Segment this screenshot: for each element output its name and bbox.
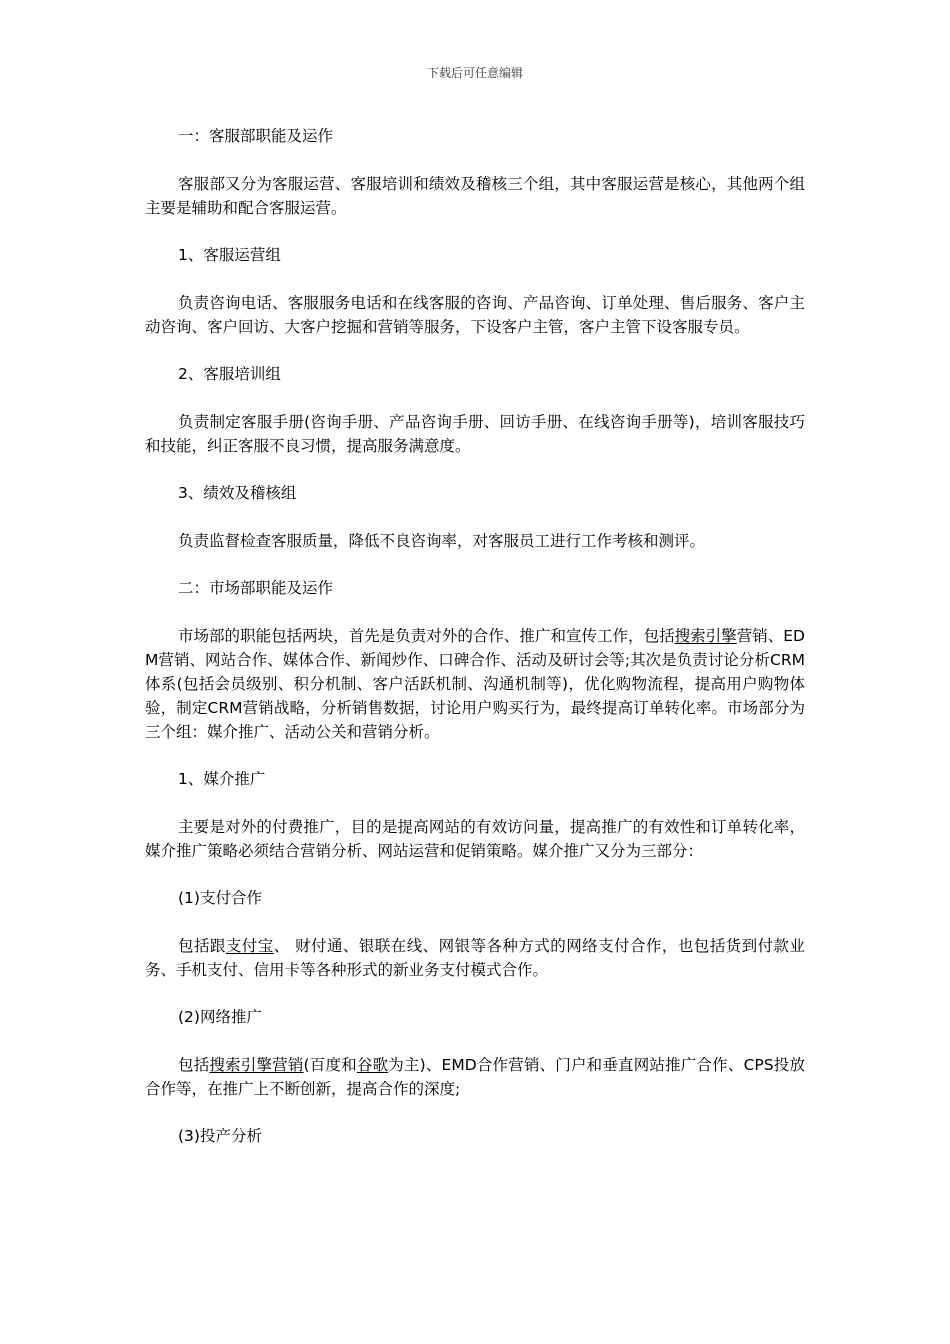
document-body <box>145 124 805 1172</box>
section-heading: 二：市场部职能及运作 <box>178 579 334 597</box>
subsection-heading: (1)支付合作 <box>178 889 262 907</box>
text-run: 营销、EDM营销、网站合作、媒体合作、新闻炒作、口碑合作、活动及研讨会等;其次是负责讨论分析CRM体系(包括会员级别、积分机制、客户活跃机制、沟通机制等)，优化购物流程，提高用户购物体验，制定CRM营销战略，分析销售数据，讨论用户购买行为，最终提高订单转化率。市场部分为三个组：媒介推广、活动公关和营销分析。 <box>145 627 805 741</box>
link-google[interactable]: 谷歌 <box>356 1056 389 1074</box>
text-run: 、 财付通、银联在线、网银等各种方式的网络支付合作，也包括货到付款业务、手机支付、信用卡等各种形式的新业务支付模式合作。 <box>145 937 805 979</box>
subsection-heading: 1、媒介推广 <box>178 770 266 788</box>
body-paragraph <box>145 934 805 982</box>
link-search-engine[interactable]: 搜索引擎 <box>674 627 737 645</box>
body-paragraph <box>145 1053 805 1101</box>
text-run: 市场部的职能包括两块，首先是负责对外的合作、推广和宣传工作，包括 <box>178 627 675 645</box>
subsection-heading: 1、客服运营组 <box>178 246 281 264</box>
link-alipay[interactable]: 支付宝 <box>225 937 274 955</box>
subsection-heading: 3、绩效及稽核组 <box>178 484 297 502</box>
text-run: 为主)、EMD合作营销、门户和垂直网站推广合作、CPS投放合作等，在推广上不断创新，提高合作的深度; <box>145 1056 805 1098</box>
text-run: (百度和 <box>303 1056 357 1074</box>
body-paragraph: 客服部又分为客服运营、客服培训和绩效及稽核三个组，其中客服运营是核心，其他两个组主要是辅助和配合客服运营。 <box>145 175 805 217</box>
link-search-engine-marketing[interactable]: 搜索引擎营销 <box>209 1056 304 1074</box>
body-paragraph: 负责制定客服手册(咨询手册、产品咨询手册、回访手册、在线咨询手册等)，培训客服技巧和技能，纠正客服不良习惯，提高服务满意度。 <box>145 413 805 455</box>
page-header: 下载后可任意编辑 <box>426 66 523 80</box>
subsection-heading: 2、客服培训组 <box>178 365 281 383</box>
body-paragraph: 负责咨询电话、客服服务电话和在线客服的咨询、产品咨询、订单处理、售后服务、客户主动咨询、客户回访、大客户挖掘和营销等服务，下设客户主管，客户主管下设客服专员。 <box>145 294 805 336</box>
body-paragraph <box>145 624 805 744</box>
text-run: 包括跟 <box>178 937 226 955</box>
subsection-heading: (3)投产分析 <box>178 1127 262 1145</box>
section-heading: 一：客服部职能及运作 <box>178 127 334 145</box>
subsection-heading: (2)网络推广 <box>178 1008 262 1026</box>
body-paragraph: 负责监督检查客服质量，降低不良咨询率，对客服员工进行工作考核和测评。 <box>178 532 706 550</box>
body-paragraph: 主要是对外的付费推广，目的是提高网站的有效访问量，提高推广的有效性和订单转化率，媒介推广策略必须结合营销分析、网站运营和促销策略。媒介推广又分为三部分： <box>145 818 805 860</box>
text-run: 包括 <box>178 1056 210 1074</box>
